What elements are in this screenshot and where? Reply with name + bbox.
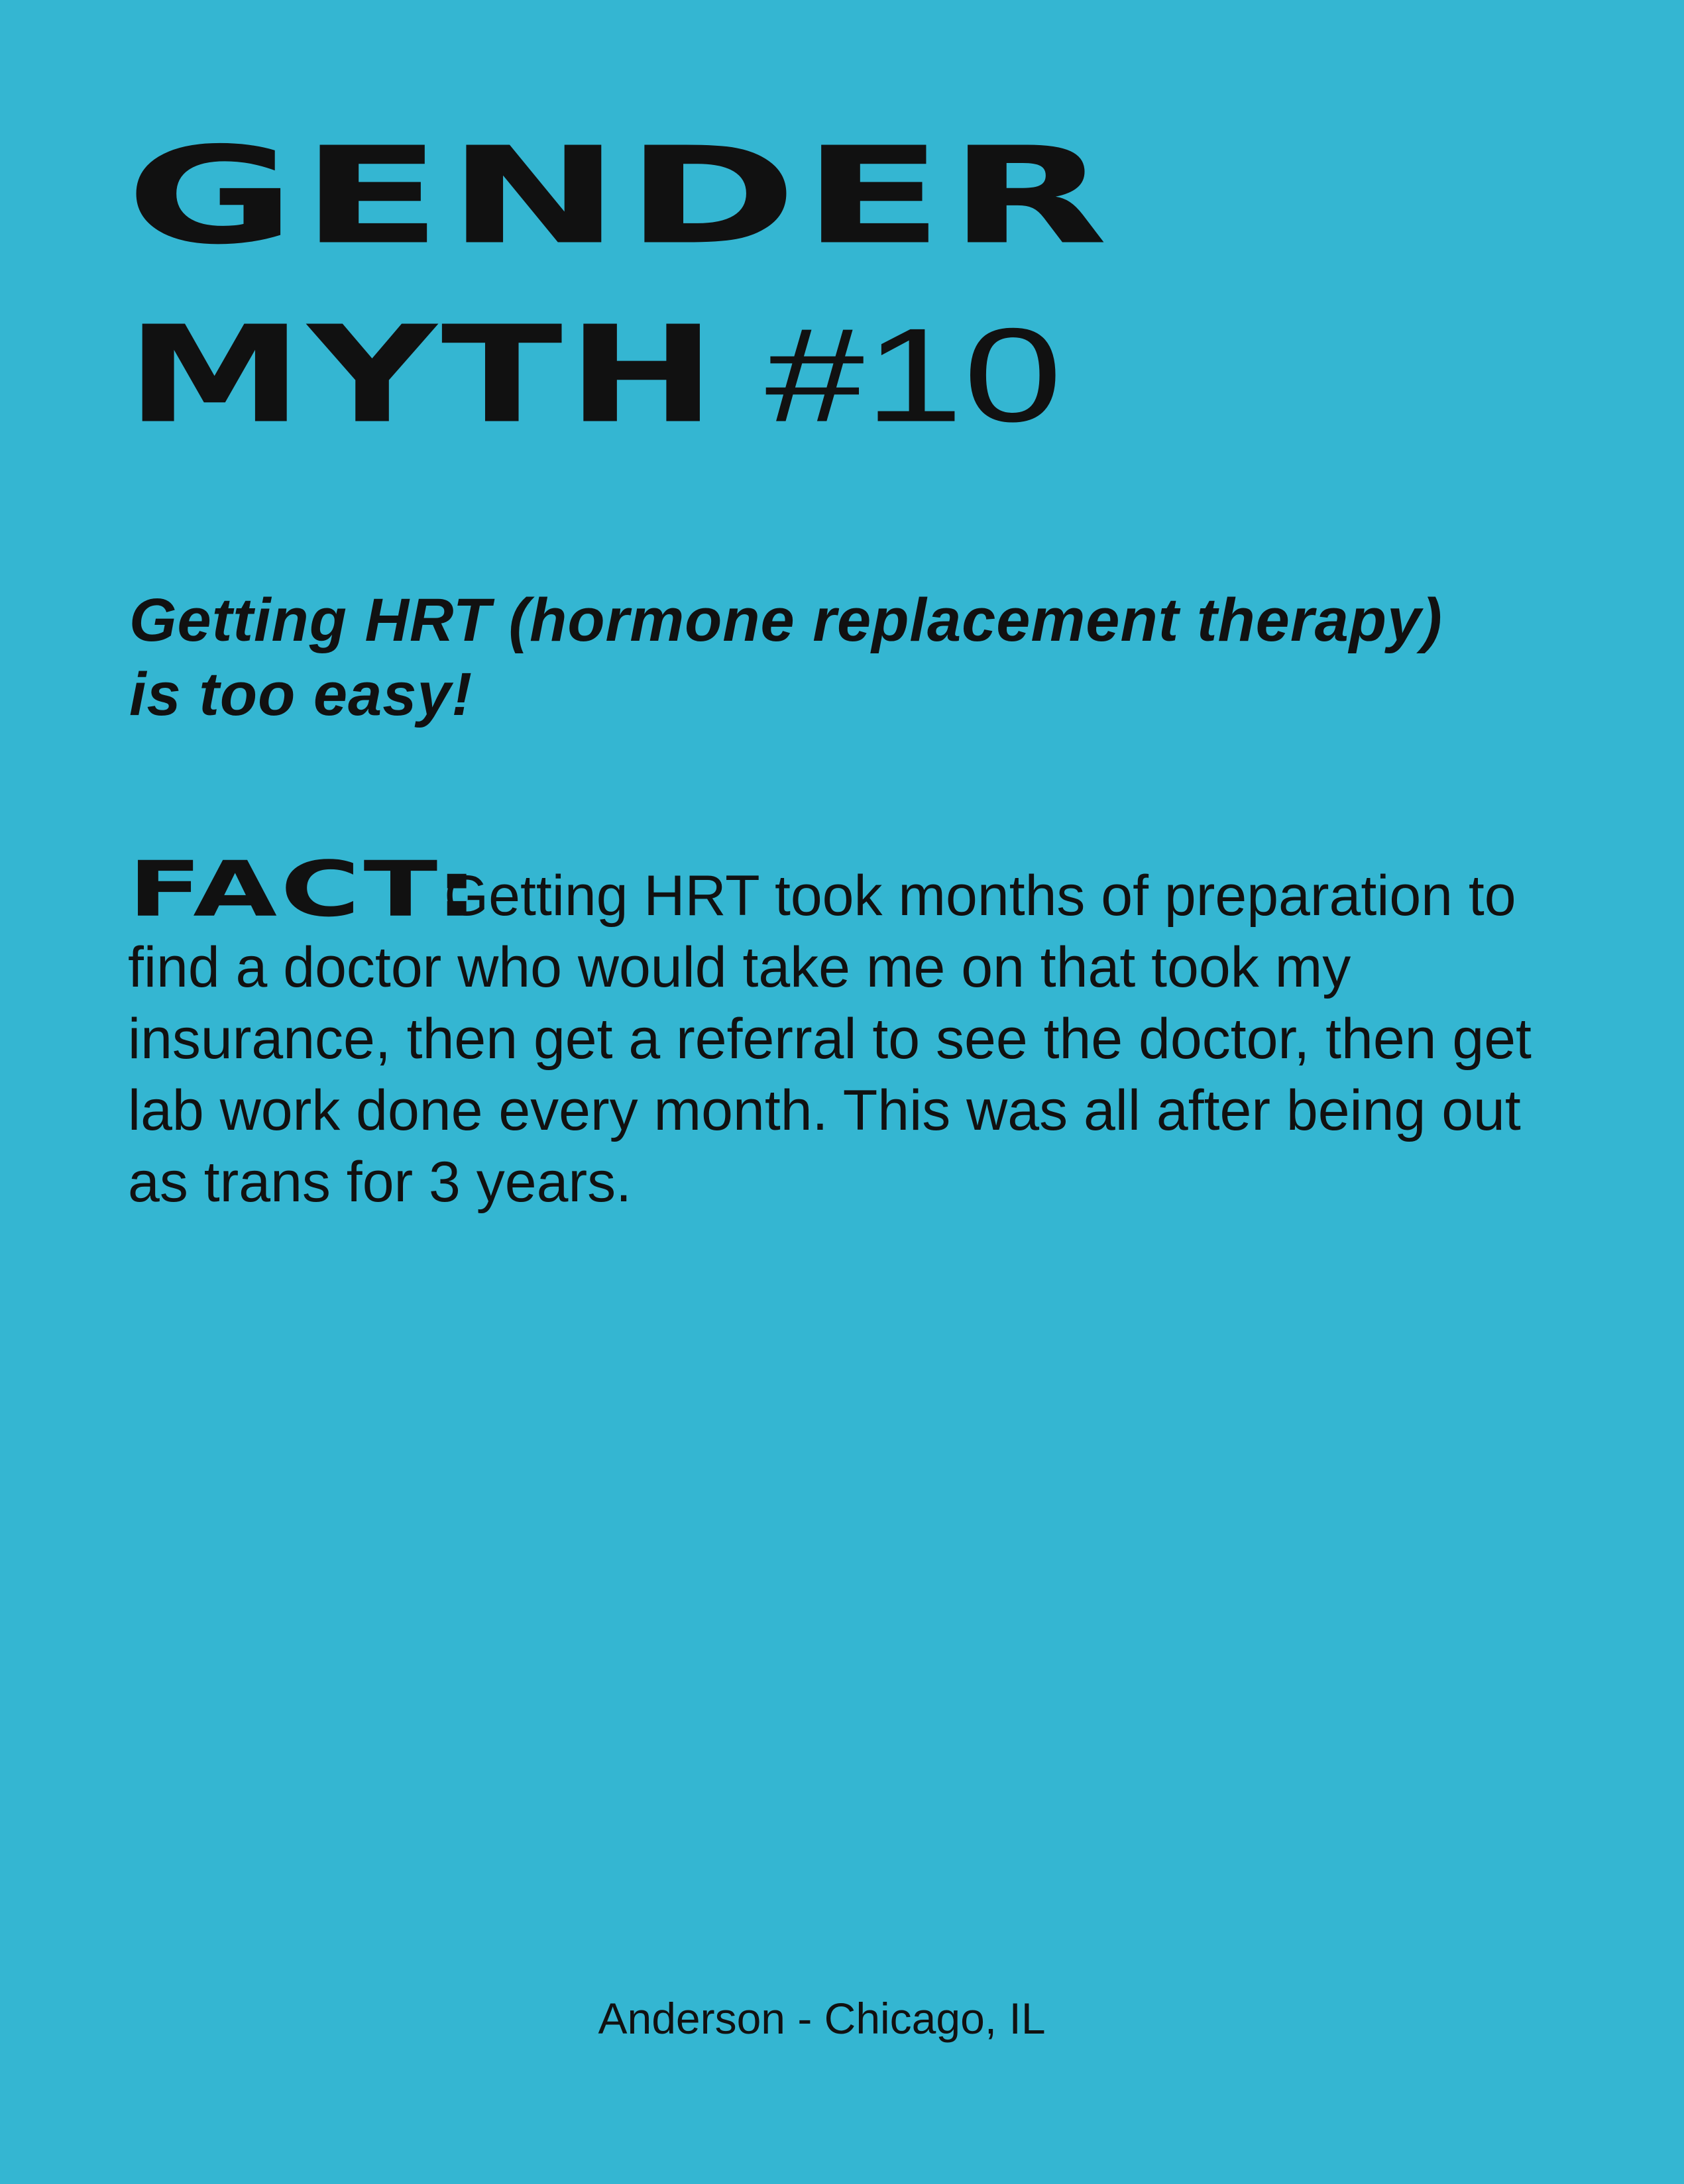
attribution: Anderson - Chicago, IL (598, 1994, 1046, 2043)
title-line-myth (126, 297, 1063, 453)
title-line-gender: GENDER (126, 118, 1113, 274)
title-myth-word: MYTH (126, 297, 721, 453)
fact-paragraph (128, 845, 1566, 1218)
title-myth-number: #10 (765, 300, 1063, 450)
fact-text: Getting HRT took months of preparation to find a doctor who would take me on that took my insurance, then get a referral to see the doctor, then get lab work done every month. This was all after being out as trans for 3 years. (128, 864, 1532, 1214)
fact-label: FACT: (128, 845, 482, 934)
page-title (126, 118, 1113, 453)
myth-statement: Getting HRT (hormone replacement therapy) is too easy! (129, 586, 1443, 728)
